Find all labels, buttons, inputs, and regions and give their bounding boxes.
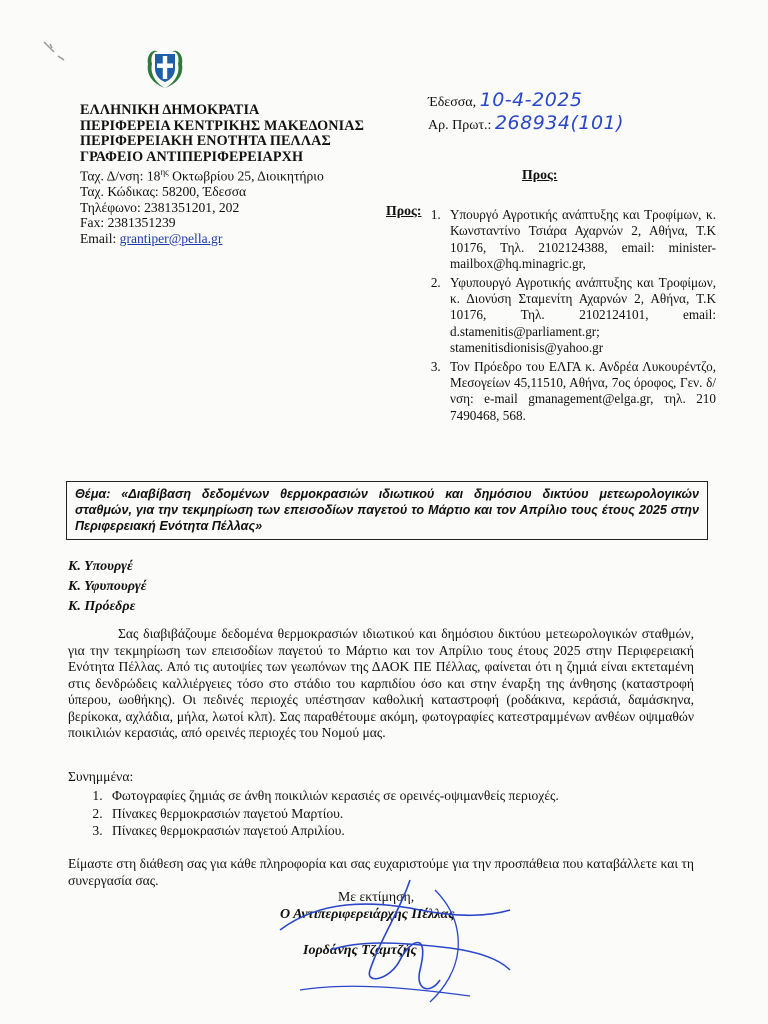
salutation-item: Κ. Υφυπουργέ [68, 579, 147, 594]
sender-email-row [80, 231, 364, 247]
email-label: Email: [80, 230, 120, 246]
body-paragraph: Σας διαβιβάζουμε δεδομένα θερμοκρασιών ιδιωτικού και δημόσιου δικτύου μετεωρολογικών σταθμών, για την τεκμηρίωση των επεισοδίων παγετού το Μάρτιο και τον Απρίλιο τους έτους 2025 στην Περιφερειακή Ενότητα Πέλλας. Από τις αυτοψίες των γεωπόνων της ΔΑΟΚ ΠΕ Πέλλας, φαίνεται ότι η ζημιά είναι εκτεταμένη στις δενδρώδεις καλλιέργειες τόσο στο στάδιο του καρπιδίου όσο και στην έναρξη της άνθησης (καταστροφή ύπερου, ωοθήκης). Οι πεδινές περιοχές υπέστησαν καθολική καταστροφή (ροδάκινα, κεράσιά, δαμάσκηνα, βερίκοκα, αχλάδια, μήλα, λωτοί κλπ). Σας παραθέτουμε ακόμη, φωτογραφίες κατεστραμμένων ανθέων οψιμαθών ποικιλιών κερασιάς, από ορεινές περιοχές του Νομού μας. [68, 626, 694, 740]
sender-address [80, 165, 364, 184]
date-row [428, 90, 624, 113]
address-prefix: Ταχ. Δ/νση: 18 [80, 168, 161, 184]
salutations [68, 557, 147, 617]
recipient-item: 2. Υφυπουργό Αγροτικής ανάπτυξης και Τροφίμων, κ. Διονύση Σταμενίτη Αχαρνών 2, Αθήνα, Τ.Κ 10176, Τηλ. 2102124101, email: d.stamenitis@parliament.gr; stamenitisdionisis@yahoo.gr [444, 275, 716, 357]
attachment-item: 2. Πίνακες θερμοκρασιών παγετού Μαρτίου. [106, 805, 708, 823]
pros-heading-left: Προς: [386, 203, 422, 218]
handwritten-protocol: 268934(101) [494, 112, 625, 134]
sender-line-3: ΠΕΡΙΦΕΡΕΙΑΚΗ ΕΝΟΤΗΤΑ ΠΕΛΛΑΣ [80, 133, 331, 149]
address-suffix: Οκτωβρίου 25, Διοικητήριο [168, 168, 324, 184]
recipient-item: 3. Τον Πρόεδρο του ΕΛΓΑ κ. Ανδρέα Λυκουρέντζο, Μεσογείων 45,11510, Αθήνα, 7ος όροφος, Γεν. δ/νση: e-mail gmanagement@elga.gr, τηλ. 210 7490468, 568. [444, 359, 716, 425]
subject-box: Θέμα: «Διαβίβαση δεδομένων θερμοκρασιών ιδιωτικού και δημόσιου δικτύου μετεωρολογικών σταθμών, για την τεκμηρίωση των επεισοδίων παγετού το Μάρτιο και τον Απρίλιο τους έτους 2025 στην Περιφερειακή Ενότητα Πέλλας» [66, 481, 708, 540]
recipient-item: 1. Υπουργό Αγροτικής ανάπτυξης και Τροφίμων, κ. Κωνσταντίνο Τσιάρα Αχαρνών 2, Αθήνα, Τ.Κ 10176, Τηλ. 2102124388, email: minister-mailbox@hq.minagric.gr, [444, 207, 716, 273]
sender-postcode: Ταχ. Κώδικας: 58200, Έδεσσα [80, 184, 247, 200]
salutation-item: Κ. Πρόεδρε [68, 599, 136, 614]
place-label: Έδεσσα, [428, 95, 477, 110]
sender-line-4: ΓΡΑΦΕΙΟ ΑΝΤΙΠΕΡΙΦΕΡΕΙΑΡΧΗ [80, 148, 304, 165]
attachment-item: 1. Φωτογραφίες ζημιάς σε άνθη ποικιλιών κερασιές σε ορεινές-οψιμανθείς περιοχές. [106, 787, 708, 805]
signoff-name: Ιορδάνης Τζαμτζής [303, 943, 417, 958]
protocol-label: Αρ. Πρωτ.: [428, 118, 492, 133]
protocol-row [428, 113, 624, 136]
attachment-item: 3. Πίνακες θερμοκρασιών παγετού Απριλίου. [106, 822, 708, 840]
signoff-title: Ο Αντιπεριφερειάρχης Πέλλας [280, 907, 455, 922]
pros-heading-center: Προς: [522, 167, 558, 182]
salutation-item: Κ. Υπουργέ [68, 559, 133, 574]
scan-mark-icon [40, 38, 70, 68]
sender-phone: Τηλέφωνο: 2381351201, 202 [80, 199, 240, 215]
attachments-list [68, 787, 708, 840]
sender-line-2: ΠΕΡΙΦΕΡΕΙΑ ΚΕΝΤΡΙΚΗΣ ΜΑΚΕΔΟΝΙΑΣ [80, 117, 364, 134]
recipients-list [386, 207, 716, 426]
handwritten-signature-icon [260, 870, 530, 1010]
address-sup: ης [160, 167, 169, 177]
greek-emblem-icon [140, 42, 190, 92]
sender-block [80, 103, 364, 246]
date-protocol-block [428, 90, 624, 136]
signoff-regards: Με εκτίμηση, [338, 889, 415, 904]
handwritten-date: 10-4-2025 [479, 89, 583, 111]
attachments-title: Συνημμένα: [68, 769, 134, 784]
sender-fax: Fax: 2381351239 [80, 215, 176, 231]
sender-email-link[interactable]: grantiper@pella.gr [119, 230, 223, 246]
closing-paragraph: Είμαστε στη διάθεση σας για κάθε πληροφορία και σας ευχαριστούμε για την προσπάθεια που καταβάλλετε και τη συνεργασία σας. [68, 856, 694, 888]
sender-line-1: ΕΛΛΗΝΙΚΗ ΔΗΜΟΚΡΑΤΙΑ [80, 102, 260, 118]
